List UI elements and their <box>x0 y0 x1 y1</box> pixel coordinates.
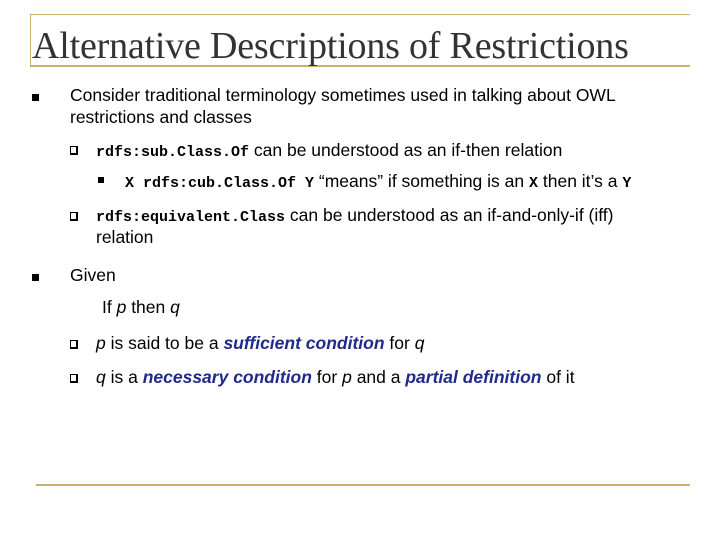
cond-then: then <box>126 297 171 317</box>
footer-divider <box>36 484 690 486</box>
bullet-1-line-2: restrictions and classes <box>70 107 252 127</box>
square-bullet-icon <box>98 177 104 183</box>
hollow-square-bullet-icon <box>70 212 78 221</box>
nec-text-3: and a <box>351 367 406 387</box>
subclassof-code: rdfs:sub.Class.Of <box>96 144 250 161</box>
partial-definition-term: partial definition <box>405 367 542 387</box>
square-bullet-icon <box>32 274 39 281</box>
square-bullet-icon <box>32 94 39 101</box>
meaning-text-2: then it’s a <box>538 171 623 191</box>
subclassof-line <box>96 139 562 164</box>
x-code: X <box>528 175 538 192</box>
equivalentclass-line-2: relation <box>96 227 154 247</box>
cond-if: If <box>102 297 117 317</box>
sufficient-condition-line <box>96 332 424 354</box>
equivalentclass-code: rdfs:equivalent.Class <box>96 209 286 226</box>
subclassof-text: can be understood as an if-then relation <box>249 140 563 160</box>
suff-text-1: is said to be a <box>105 333 224 353</box>
if-p-then-q <box>102 296 180 318</box>
nec-text-2: for <box>311 367 343 387</box>
y-code: Y <box>622 175 632 192</box>
equivalentclass-line <box>96 204 614 229</box>
given-text: Given <box>70 265 116 285</box>
subclassof-meaning-line <box>125 170 631 195</box>
sufficient-condition-term: sufficient condition <box>223 333 385 353</box>
title-frame-left <box>30 14 31 66</box>
nec-text-1: is a <box>105 367 143 387</box>
suff-q: q <box>414 333 425 353</box>
bullet-1-line-1: Consider traditional terminology sometimes used in talking about OWL <box>70 85 616 105</box>
nec-text-4: of it <box>541 367 575 387</box>
nec-p: p <box>342 367 352 387</box>
xy-code: X rdfs:cub.Class.Of Y <box>125 175 315 192</box>
hollow-square-bullet-icon <box>70 340 78 349</box>
hollow-square-bullet-icon <box>70 374 78 383</box>
meaning-text-1: “means” if something is an <box>314 171 529 191</box>
necessary-condition-line <box>96 366 575 388</box>
cond-q: q <box>170 297 180 317</box>
equivalentclass-text: can be understood as an if-and-only-if (iff) <box>285 205 614 225</box>
slide-title: Alternative Descriptions of Restrictions <box>32 25 629 67</box>
cond-p: p <box>116 297 127 317</box>
nec-q: q <box>96 367 106 387</box>
suff-p: p <box>96 333 106 353</box>
hollow-square-bullet-icon <box>70 146 78 155</box>
suff-text-2: for <box>384 333 415 353</box>
necessary-condition-term: necessary condition <box>142 367 312 387</box>
